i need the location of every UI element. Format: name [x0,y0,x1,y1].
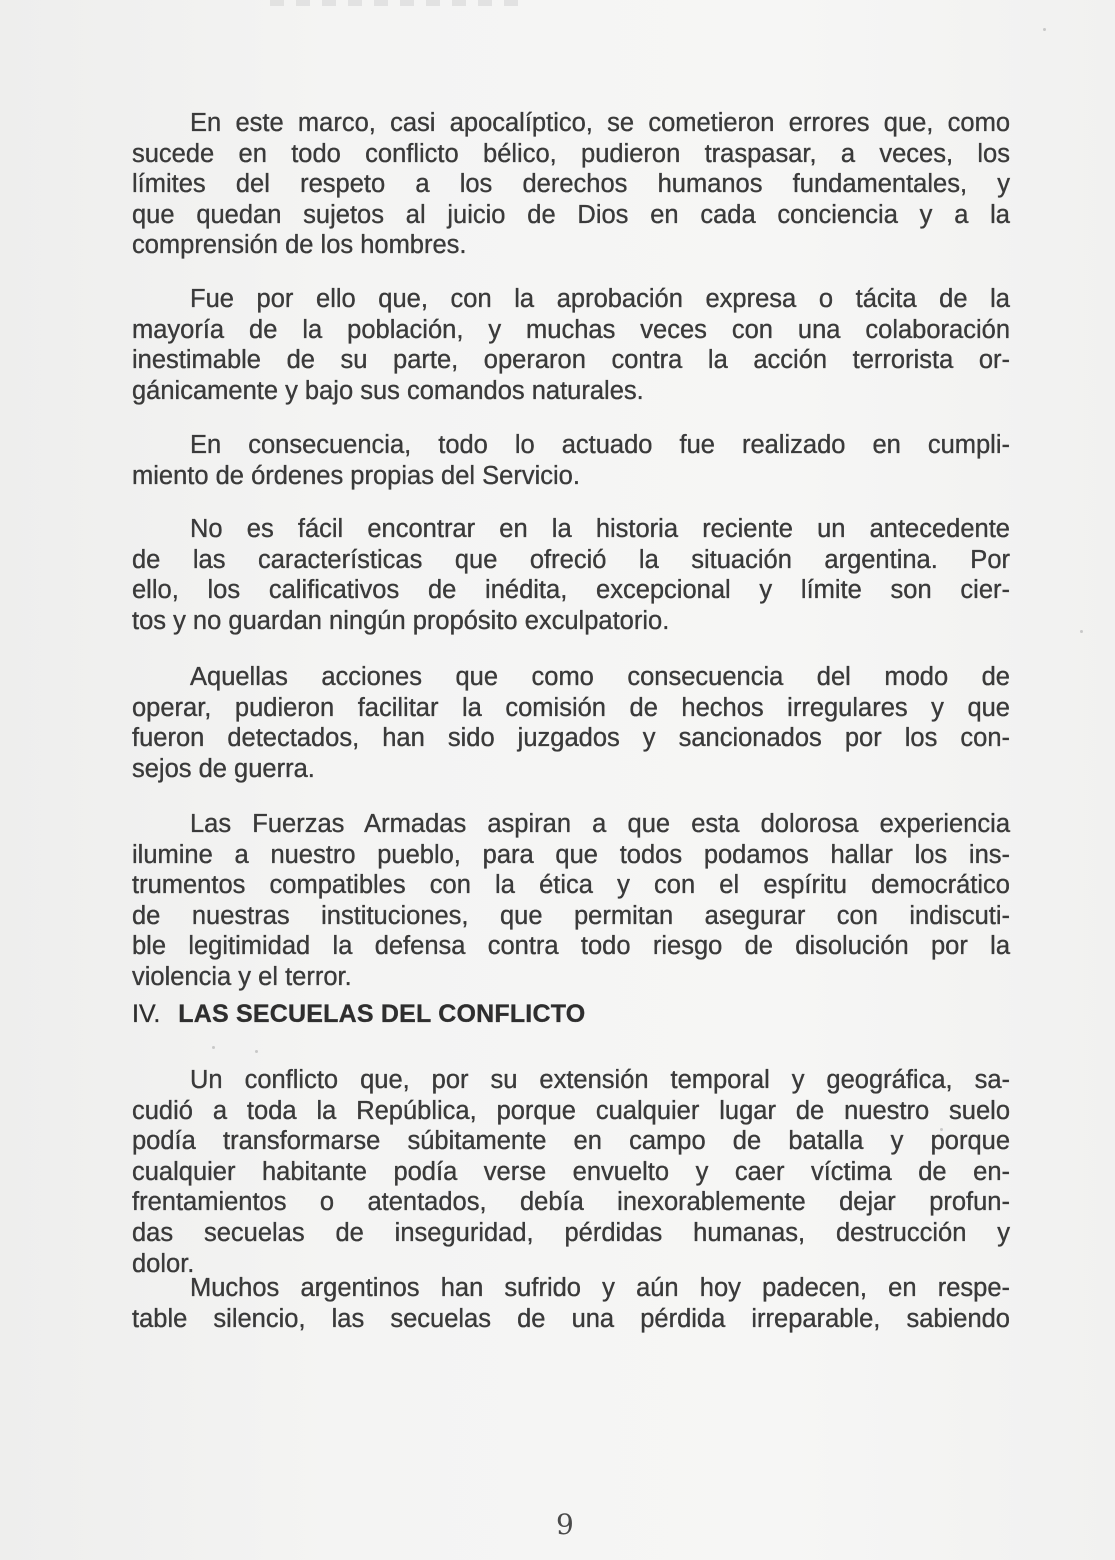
paragraph [132,1065,1010,1279]
text-line: de las características que ofreció la situación argentina. Por [132,545,1010,574]
section-heading [132,1000,585,1029]
paragraph [132,662,1010,784]
text-line: fueron detectados, han sido juzgados y sancionados por los con- [132,724,1010,753]
text-line: ello, los calificativos de inédita, excepcional y límite son cier- [132,576,1010,605]
text-line: sucede en todo conflicto bélico, pudieron traspasar, a veces, los [132,139,1010,168]
text-line: miento de órdenes propias del Servicio. [132,461,580,490]
text-line: Un conflicto que, por su extensión temporal y geográfica, sa- [190,1066,1010,1094]
paragraph [132,514,1010,636]
text-line: das secuelas de inseguridad, pérdidas humanas, destrucción y [132,1218,1010,1247]
text-line: límites del respeto a los derechos humanos fundamentales, y [132,170,1010,199]
text-line: mayoría de la población, y muchas veces con una colaboración [132,315,1010,344]
text-line: tos y no guardan ningún propósito exculpatorio. [132,606,670,635]
scan-speck [212,1046,215,1049]
text-line: cudió a toda la República, porque cualquier lugar de nuestro suelo [132,1096,1010,1125]
section-number: IV. [132,1000,161,1028]
text-line: Muchos argentinos han sufrido y aún hoy padecen, en respe- [190,1274,1010,1302]
text-line: que quedan sujetos al juicio de Dios en cada conciencia y a la [132,200,1010,229]
paragraph [132,809,1010,993]
text-line: Aquellas acciones que como consecuencia del modo de [190,663,1010,691]
scan-bleed-through [270,0,520,6]
text-line: table silencio, las secuelas de una pérdida irreparable, sabiendo [132,1304,1010,1333]
section-title: LAS SECUELAS DEL CONFLICTO [178,1000,586,1028]
text-line: cualquier habitante podía verse envuelto y caer víctima de en- [132,1157,1010,1186]
text-line: frentamientos o atentados, debía inexorablemente dejar profun- [132,1188,1010,1217]
scan-speck [255,1050,258,1053]
text-line: gánicamente y bajo sus comandos naturales. [132,376,644,405]
paragraph [132,108,1010,261]
text-line: de nuestras instituciones, que permitan asegurar con indiscuti- [132,901,1010,930]
text-line: ble legitimidad la defensa contra todo riesgo de disolución por la [132,932,1010,961]
text-line: operar, pudieron facilitar la comisión de hechos irregulares y que [132,693,1010,722]
text-line: ilumine a nuestro pueblo, para que todos podamos hallar los ins- [132,840,1010,869]
text-line: violencia y el terror. [132,962,352,991]
page-number: 9 [556,1508,574,1541]
scan-speck [1043,28,1046,31]
text-line: inestimable de su parte, operaron contra la acción terrorista or- [132,346,1010,375]
text-line: trumentos compatibles con la ética y con el espíritu democrático [132,871,1010,900]
text-line: comprensión de los hombres. [132,231,467,260]
text-line: Las Fuerzas Armadas aspiran a que esta dolorosa experiencia [190,810,1010,838]
text-line: sejos de guerra. [132,754,315,783]
paragraph [132,1273,1010,1334]
paragraph [132,284,1010,406]
text-line: No es fácil encontrar en la historia reciente un antecedente [190,515,1010,543]
text-line: En consecuencia, todo lo actuado fue realizado en cumpli- [190,431,1010,459]
text-line: dolor. [132,1249,195,1278]
text-line: podía transformarse súbitamente en campo de batalla y porque [132,1127,1010,1156]
scan-speck [1080,630,1083,633]
paragraph [132,430,1010,491]
text-line: Fue por ello que, con la aprobación expresa o tácita de la [190,285,1010,313]
text-line: En este marco, casi apocalíptico, se cometieron errores que, como [190,109,1010,137]
